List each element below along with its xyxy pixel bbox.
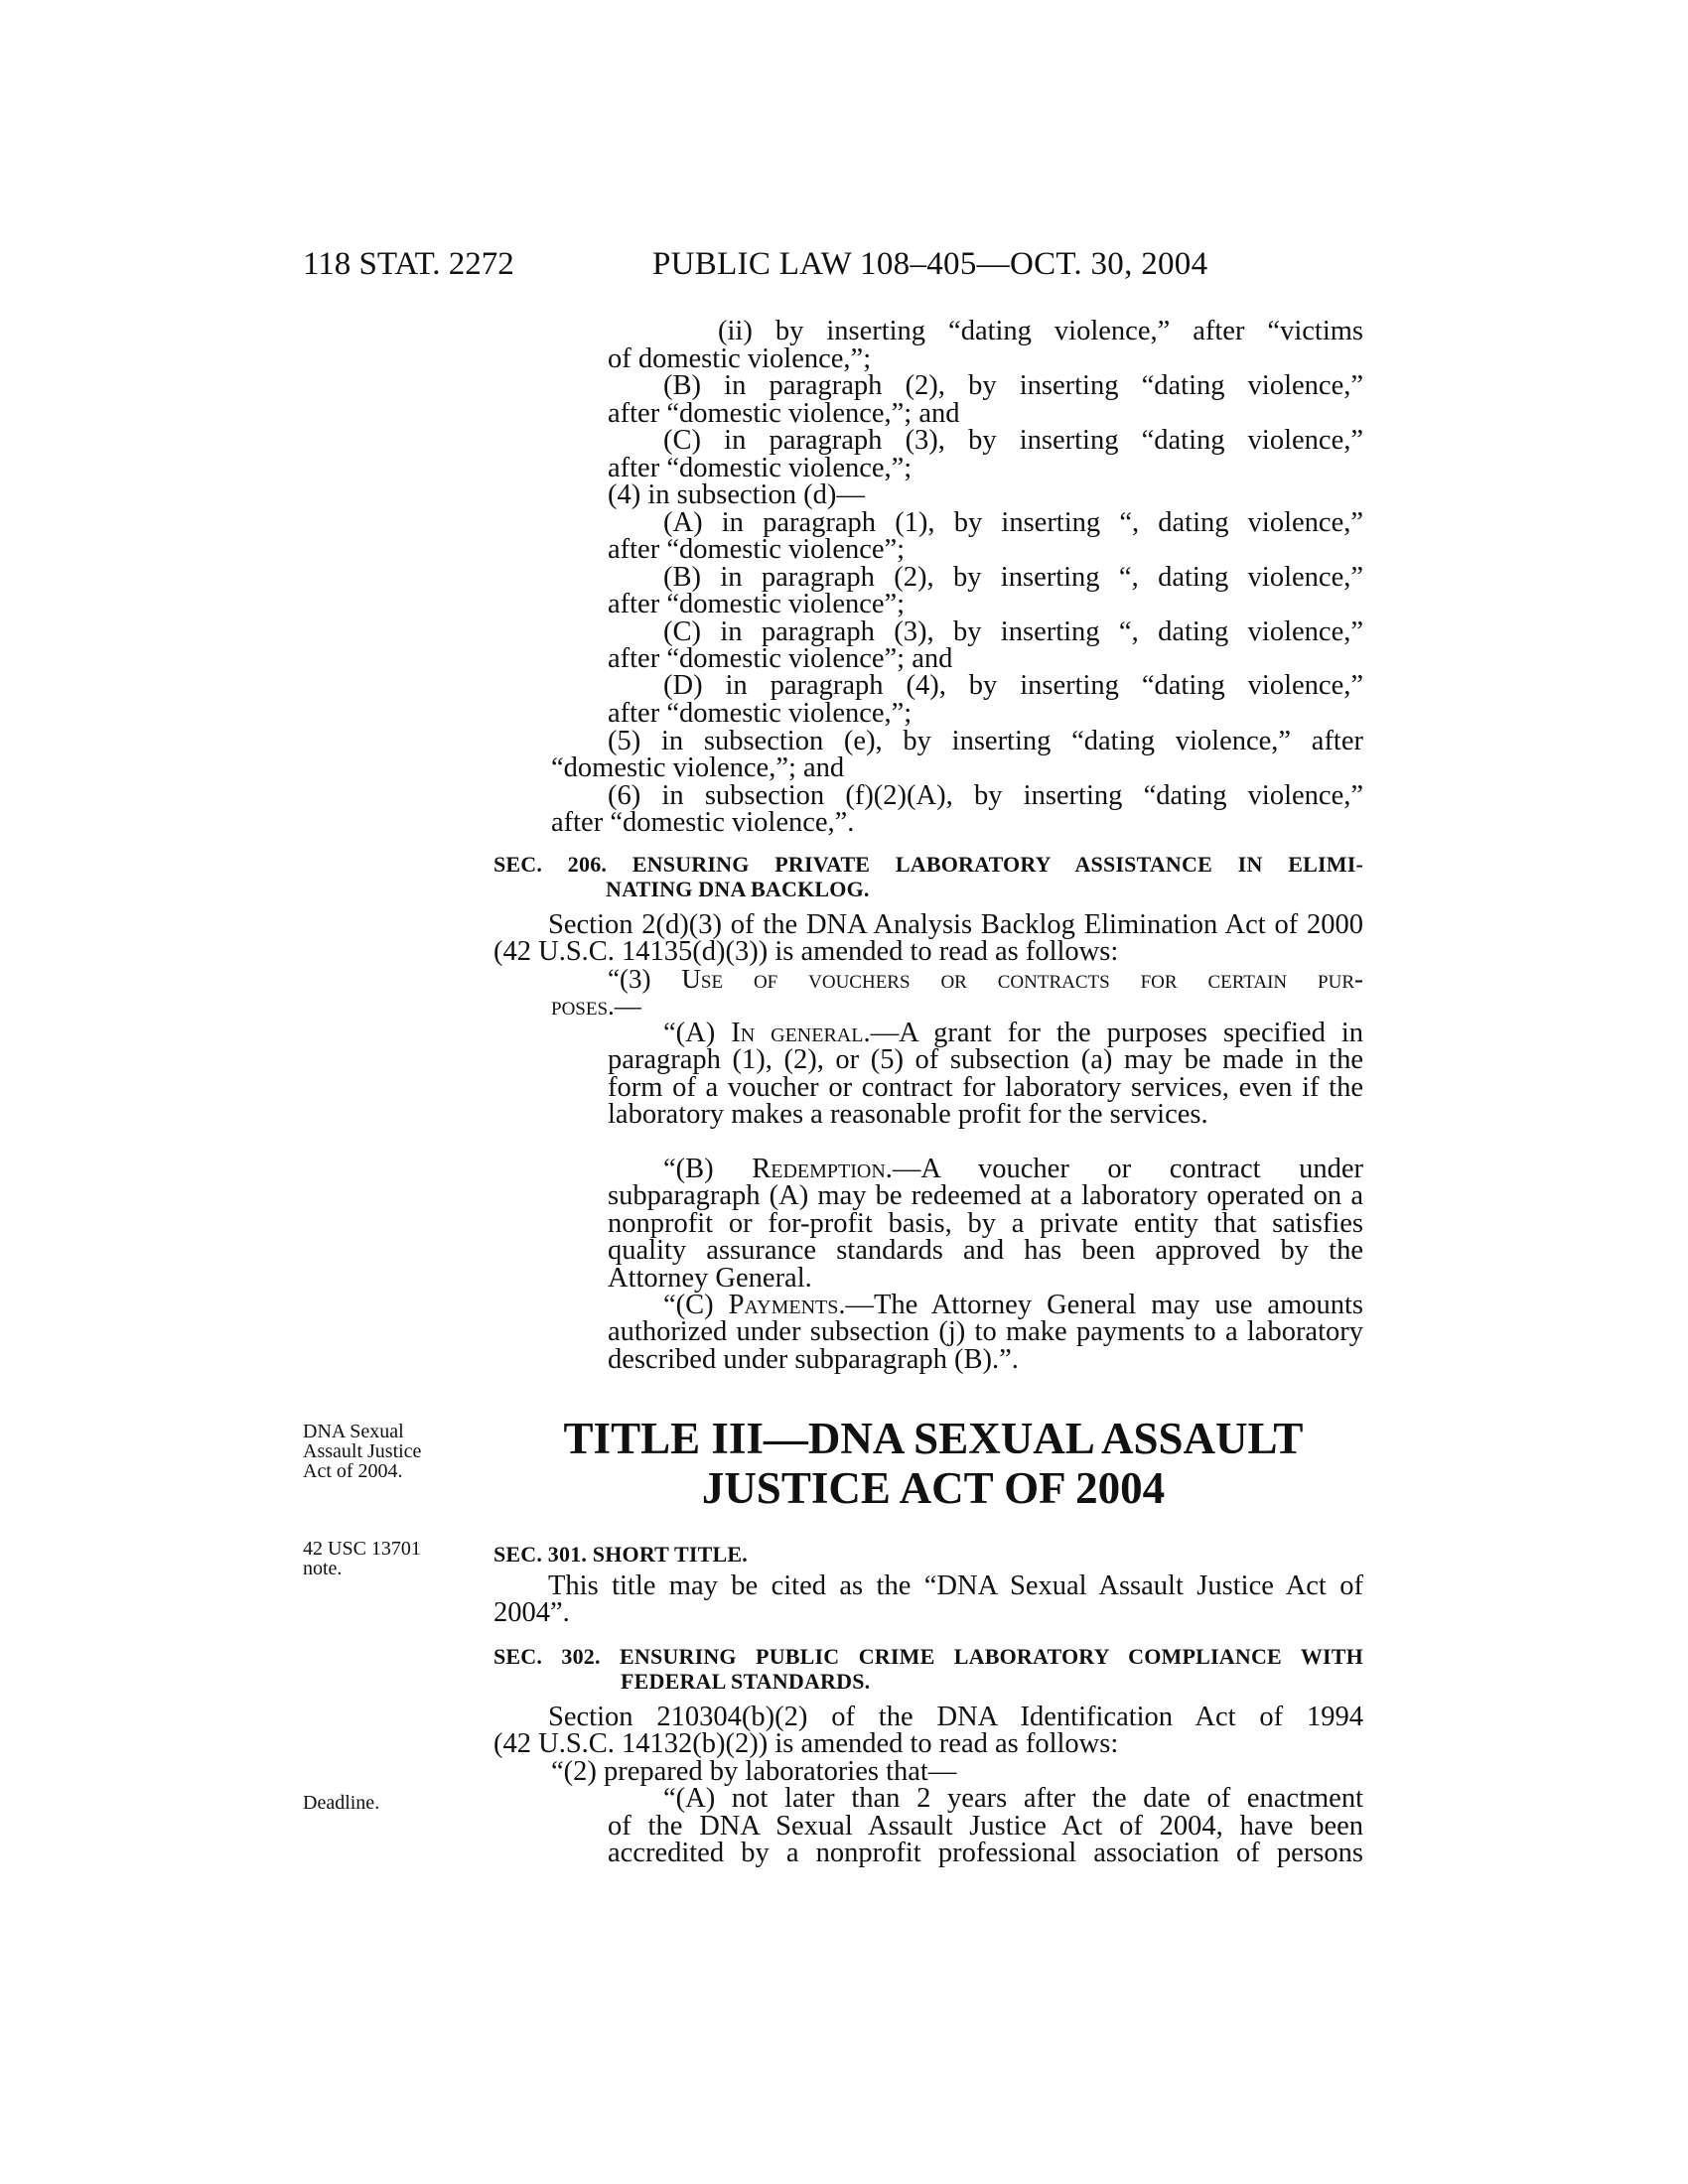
text-line: (A) in paragraph (1), by inserting “, dating violence,” <box>663 507 1363 538</box>
page-stat-citation: 118 STAT. 2272 <box>303 246 514 282</box>
subsection-3-line2 <box>551 993 641 1020</box>
text-line: (B) in paragraph (2), by inserting “, dating violence,” <box>663 562 1363 593</box>
subsection-dash: .— <box>608 991 641 1021</box>
text-line: after “domestic violence,”; <box>608 698 913 729</box>
subparagraph-caption: In general <box>731 1018 864 1048</box>
section-heading: SEC. 206. ENSURING PRIVATE LABORATORY ASSISTANCE IN ELIMI- <box>493 852 1363 877</box>
margin-note-line: DNA Sexual <box>303 1421 404 1442</box>
running-header: PUBLIC LAW 108–405—OCT. 30, 2004 <box>652 246 1208 282</box>
text-line: (B) in paragraph (2), by inserting “dating violence,” <box>663 370 1363 401</box>
section-heading: SEC. 302. ENSURING PUBLIC CRIME LABORATORY COMPLIANCE WITH <box>493 1644 1363 1669</box>
section-heading-cont: NATING DNA BACKLOG. <box>606 877 870 901</box>
subparagraph-text: .—The Attorney General may use amounts authorized under subsection (j) to make payments to a laboratory described under subparagraph (B).”. <box>608 1290 1363 1375</box>
subsection-3-line1 <box>608 966 1363 993</box>
subparagraph-label: “(C) <box>663 1290 729 1320</box>
title-heading-line2: JUSTICE ACT OF 2004 <box>701 1463 1166 1513</box>
margin-note-line: note. <box>303 1558 343 1579</box>
subparagraph-a <box>608 1020 1363 1129</box>
subparagraph-caption: Payments <box>728 1290 839 1320</box>
margin-note-title <box>303 1422 462 1481</box>
text-line: of the DNA Sexual Assault Justice Act of 2004, have been <box>608 1811 1363 1842</box>
text-line: (D) in paragraph (4), by inserting “dating violence,” <box>663 670 1363 701</box>
subparagraph-caption: Redemption <box>752 1154 886 1184</box>
text-line: after “domestic violence,”; <box>608 453 913 483</box>
subparagraph-text: .—A grant for the purposes specified in paragraph (1), (2), or (5) of subsection (a) may be made in the form of a voucher or contract for laboratory services, even if the laboratory makes a reasonable profit for the services. <box>608 1018 1363 1131</box>
section-heading: SEC. 301. SHORT TITLE. <box>493 1542 748 1567</box>
text-line: (ii) by inserting “dating violence,” after “victims <box>718 316 1363 346</box>
text-line: after “domestic violence”; <box>608 534 906 565</box>
text-line: (6) in subsection (f)(2)(A), by inserting “dating violence,” <box>608 780 1363 811</box>
text-line: accredited by a nonprofit professional association of persons <box>608 1838 1363 1868</box>
section-intro: Section 2(d)(3) of the DNA Analysis Backlog Elimination Act of 2000 (42 U.S.C. 14135(d)(3)) is amended to read as follows: <box>493 909 1363 968</box>
section-text: This title may be cited as the “DNA Sexual Assault Justice Act of 2004”. <box>493 1570 1363 1629</box>
text-line: Section 210304(b)(2) of the DNA Identification Act of 1994 <box>548 1702 1363 1732</box>
subsection-caption: Use of vouchers or contracts for certain pur- <box>681 964 1364 994</box>
text-line: after “domestic violence,”. <box>551 807 855 838</box>
subparagraph-c <box>608 1292 1363 1373</box>
subparagraph-label: “(B) <box>663 1154 753 1184</box>
subparagraph-label: “(A) <box>663 1018 732 1048</box>
subsection-caption-cont: poses <box>551 991 609 1021</box>
title-heading <box>496 1414 1370 1513</box>
text-line: (5) in subsection (e), by inserting “dating violence,” after <box>608 726 1363 756</box>
margin-note-line: Act of 2004. <box>303 1460 403 1482</box>
text-line: “domestic violence,”; and <box>551 752 845 783</box>
subsection-label: “(3) <box>608 964 682 994</box>
text-line: “(2) prepared by laboratories that— <box>551 1756 957 1787</box>
margin-note-line: 42 USC 13701 <box>303 1538 421 1560</box>
subparagraph-text: .—A voucher or contract under subparagraph (A) may be redeemed at a laboratory operated on a nonprofit or for-profit basis, by a private entity that satisfies quality assurance standards and has been approved by the Attorney General. <box>608 1154 1363 1294</box>
margin-note-deadline: Deadline. <box>303 1792 380 1814</box>
subparagraph-b <box>608 1156 1363 1292</box>
text-line: “(A) not later than 2 years after the date of enactment <box>663 1783 1363 1814</box>
text-line: (4) in subsection (d)— <box>608 479 865 510</box>
section-heading-cont: FEDERAL STANDARDS. <box>621 1669 871 1694</box>
text-line: (C) in paragraph (3), by inserting “, dating violence,” <box>663 616 1363 647</box>
text-line: after “domestic violence”; and <box>608 643 953 674</box>
text-line: after “domestic violence,”; and <box>608 398 960 429</box>
text-line: (C) in paragraph (3), by inserting “dating violence,” <box>663 425 1363 456</box>
margin-note-line: Assault Justice <box>303 1440 422 1462</box>
title-heading-line1: TITLE III—DNA SEXUAL ASSAULT <box>563 1414 1304 1463</box>
text-line: (42 U.S.C. 14132(b)(2)) is amended to read as follows: <box>493 1728 1119 1759</box>
text-line: after “domestic violence”; <box>608 589 906 619</box>
margin-note-usc <box>303 1539 462 1578</box>
text-line: of domestic violence,”; <box>608 343 872 374</box>
